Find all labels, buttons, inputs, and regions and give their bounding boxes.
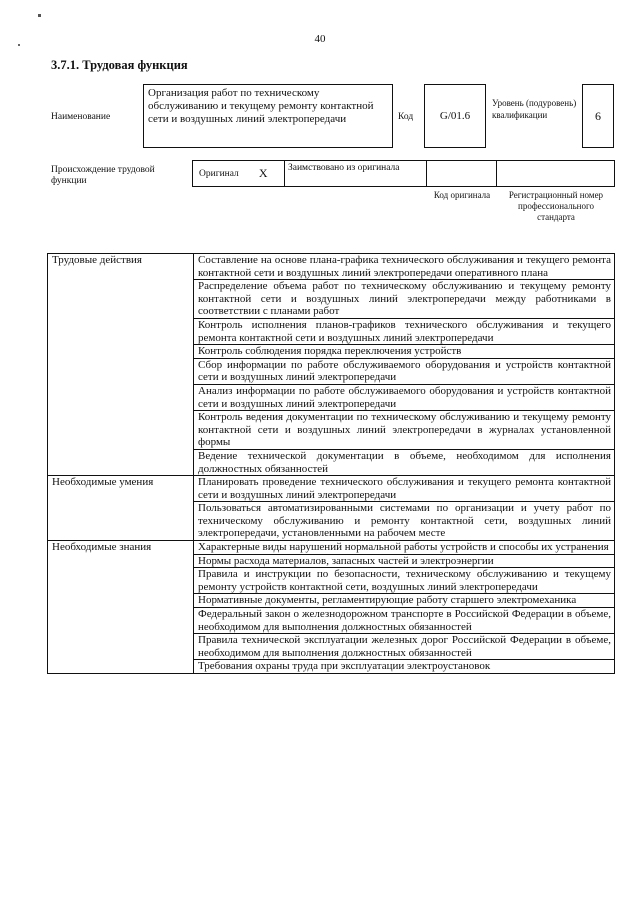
item-cell: Правила технической эксплуатации железных дорог Российской Федерации в объеме, необходимом для выполнения должностных обязанностей — [194, 634, 615, 660]
function-name: Организация работ по техническому обслуживанию и текущему ремонту контактной сети и воздушных линий электропередачи — [148, 87, 374, 126]
item-cell: Анализ информации по работе обслуживаемого оборудования и устройств контактной сети и воздушных линий электропередачи — [194, 384, 615, 410]
original-mark: X — [258, 166, 268, 180]
item-cell: Составление на основе плана-графика технического обслуживания и текущего ремонта контактной сети и воздушных линий электропередачи оперативного плана — [194, 254, 615, 280]
origin-row — [192, 160, 615, 187]
code-caption: Код оригинала — [433, 190, 491, 200]
item-cell: Контроль исполнения планов-графиков технического обслуживания и текущего ремонта контактной сети и воздушных линий электропередачи — [194, 318, 615, 344]
item-cell: Нормы расхода материалов, запасных частей и электроэнергии — [194, 554, 615, 568]
registration-number-cell — [497, 161, 614, 186]
level-label: Уровень (подуровень) квалификации — [492, 98, 577, 120]
original-cell — [193, 161, 285, 186]
page-number: 40 — [314, 33, 326, 45]
table-row — [48, 476, 615, 502]
item-cell: Характерные виды нарушений нормальной работы устройств и способы их устранения — [194, 541, 615, 555]
category-cell: Трудовые действия — [48, 254, 194, 476]
item-cell: Правила и инструкции по безопасности, техническому обслуживанию и текущему ремонту устройств контактной сети, воздушных линий электропередачи — [194, 568, 615, 594]
original-label: Оригинал — [199, 168, 239, 179]
category-cell: Необходимые знания — [48, 541, 194, 674]
borrowed-label: Заимствовано из оригинала — [288, 163, 400, 173]
category-cell: Необходимые умения — [48, 476, 194, 541]
competency-table — [47, 253, 615, 674]
name-label: Наименование — [51, 112, 111, 122]
item-cell: Требования охраны труда при эксплуатации электроустановок — [194, 660, 615, 674]
code-value: G/01.6 — [439, 110, 471, 122]
code-label: Код — [398, 112, 414, 122]
level-box — [582, 84, 614, 148]
borrowed-cell — [285, 161, 427, 186]
table-row — [48, 541, 615, 555]
item-cell: Распределение объема работ по техническому обслуживанию и текущему ремонту контактной сети и воздушных линий электропередачи между работниками в соответствии с планами работ — [194, 280, 615, 319]
section-title: 3.7.1. Трудовая функция — [51, 58, 188, 72]
scan-mark — [38, 14, 41, 17]
table-row — [48, 254, 615, 280]
level-value: 6 — [595, 108, 601, 123]
item-cell: Нормативные документы, регламентирующие работу старшего электромеханика — [194, 594, 615, 608]
item-cell: Пользоваться автоматизированными системами по организации и учету работ по техническому обслуживанию и ремонту контактной сети, воздушных линий электропередачи, установленными на рабочем месте — [194, 502, 615, 541]
item-cell: Контроль ведения документации по техническому обслуживанию и текущему ремонту контактной сети и воздушных линий электропередачи в журналах установленной формы — [194, 411, 615, 450]
competency-table-body — [48, 254, 615, 674]
code-box — [424, 84, 486, 148]
original-code-cell — [427, 161, 497, 186]
item-cell: Ведение технической документации в объеме, необходимом для исполнения должностных обязанностей — [194, 449, 615, 475]
origin-label: Происхождение трудовой функции — [51, 165, 155, 186]
item-cell: Федеральный закон о железнодорожном транспорте в Российской Федерации в объеме, необходимом для выполнения должностных обязанностей — [194, 608, 615, 634]
function-name-box — [143, 84, 393, 148]
registration-caption: Регистрационный номер профессионального стандарта — [508, 190, 604, 222]
item-cell: Контроль соблюдения порядка переключения устройств — [194, 345, 615, 359]
item-cell: Планировать проведение технического обслуживания и текущего ремонта контактной сети и воздушных линий электропередачи — [194, 476, 615, 502]
item-cell: Сбор информации по работе обслуживаемого оборудования и устройств контактной сети и воздушных линий электропередачи — [194, 358, 615, 384]
